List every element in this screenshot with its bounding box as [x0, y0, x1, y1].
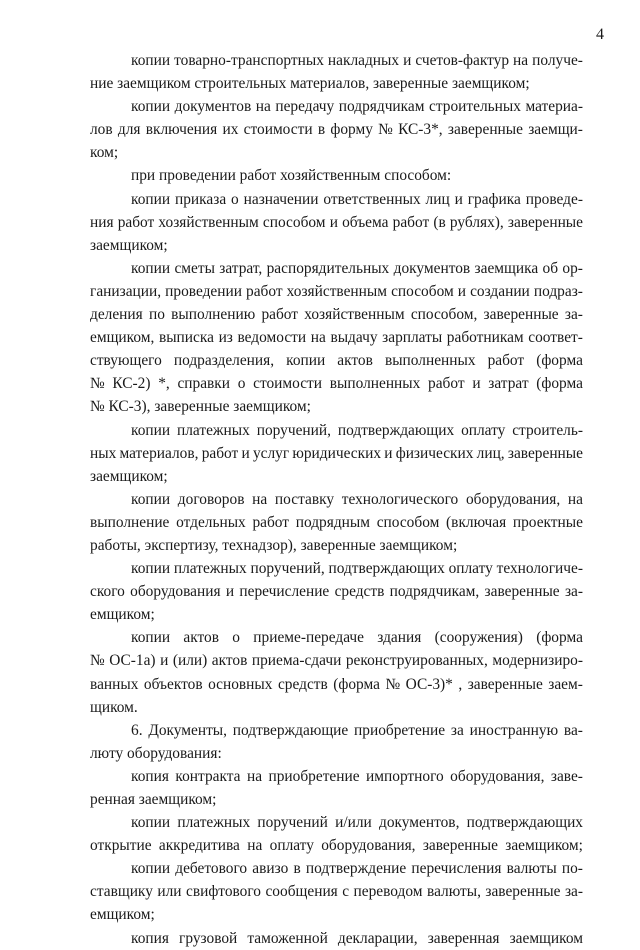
- text-line: [90, 557, 583, 580]
- word: способом: [391, 282, 454, 300]
- word: форму: [330, 121, 373, 139]
- word: подтверждающих: [466, 814, 583, 832]
- word: дебетового: [175, 860, 248, 878]
- text-line: [90, 788, 583, 811]
- word: передачу: [275, 98, 335, 116]
- word: (форма: [536, 375, 583, 393]
- word: платежных: [177, 814, 251, 832]
- word: копии: [131, 190, 171, 208]
- word: №: [378, 121, 393, 139]
- word: затрат: [488, 375, 529, 393]
- word: товарно-транспортных: [174, 52, 324, 69]
- word: (сооружения): [434, 629, 523, 647]
- word: средств: [277, 675, 328, 693]
- word: или: [157, 883, 182, 901]
- word: документов: [393, 259, 471, 277]
- word: заемщи-: [528, 121, 583, 139]
- word: технологиче-: [496, 560, 583, 578]
- text-line: [90, 765, 583, 788]
- text-line: [90, 257, 583, 280]
- word: подраз-: [533, 282, 583, 300]
- word: КС-2): [112, 375, 151, 393]
- word: работ: [487, 352, 525, 370]
- word: перечисления: [411, 860, 502, 878]
- word: подрядчикам: [338, 98, 425, 116]
- word: контракта: [175, 767, 241, 785]
- word: емщиком;: [90, 606, 155, 624]
- word: документов: [174, 98, 252, 116]
- word: ОС-1а): [109, 652, 156, 670]
- word: переводом: [353, 883, 423, 901]
- word: поручений,: [250, 560, 325, 578]
- word: работ: [428, 375, 465, 393]
- word: свифтового: [185, 883, 261, 901]
- word: заве-: [550, 767, 583, 785]
- word: оборудования,: [465, 490, 561, 508]
- word: подтверждение: [305, 860, 407, 878]
- word: в: [293, 860, 301, 878]
- word: приеме-передаче: [253, 629, 364, 647]
- text-line: [90, 603, 583, 626]
- text-line: [90, 95, 583, 118]
- word: создании: [470, 282, 530, 300]
- word: заверенные: [447, 121, 523, 139]
- word: копии: [131, 52, 171, 69]
- word: физических: [395, 444, 474, 462]
- word: заверенные: [484, 583, 560, 601]
- word: оборудования,: [321, 837, 416, 855]
- text-line: [90, 465, 583, 488]
- text-line: [90, 811, 583, 834]
- word: ответственных: [323, 190, 421, 208]
- text-line: [90, 649, 583, 672]
- text-line: [90, 880, 583, 903]
- word: открытие: [90, 837, 152, 855]
- word: (форма: [333, 675, 380, 693]
- word: средств: [334, 583, 385, 601]
- word: за: [450, 721, 464, 739]
- word: ванных: [90, 675, 139, 693]
- word: за-: [564, 583, 583, 601]
- word: затрат,: [219, 259, 263, 277]
- word: декларации,: [337, 929, 418, 947]
- word: ния: [90, 213, 114, 231]
- word: графика: [467, 190, 521, 208]
- word: копии: [131, 560, 171, 578]
- word: работ: [252, 513, 290, 531]
- word: подтверждающие: [232, 721, 349, 739]
- text-line: [90, 349, 583, 372]
- word: выдачу: [330, 329, 378, 347]
- word: о: [231, 190, 239, 208]
- word: заверенные: [507, 213, 583, 231]
- word: Документы,: [148, 721, 227, 739]
- word: (включая: [446, 513, 507, 531]
- word: заемщиком: [509, 929, 583, 947]
- word: валюты,: [427, 883, 481, 901]
- word: распорядительных: [266, 259, 390, 277]
- text-line: [90, 188, 583, 211]
- word: №: [385, 675, 401, 693]
- word: заемщиком;: [505, 837, 583, 855]
- word: и: [384, 444, 393, 462]
- word: хозяйственным: [286, 282, 387, 300]
- word: и: [160, 652, 169, 670]
- text-line: [90, 511, 583, 534]
- word: договоров: [177, 490, 245, 508]
- word: с: [342, 883, 350, 901]
- text-line: [90, 49, 583, 72]
- word: выполненных: [329, 375, 421, 393]
- word: ных: [90, 444, 117, 462]
- word: за-: [564, 306, 583, 324]
- word: таможенной: [247, 929, 328, 947]
- word: получе-: [532, 52, 583, 69]
- word: об: [542, 259, 559, 277]
- word: работ: [201, 444, 239, 462]
- word: платежных: [177, 421, 250, 439]
- word: их: [222, 121, 239, 139]
- word: сметы: [174, 259, 215, 277]
- word: модернизиро-: [492, 652, 583, 670]
- word: оплату: [461, 421, 506, 439]
- text-line: [90, 903, 583, 926]
- word: лиц,: [476, 444, 505, 462]
- word: услуг: [252, 444, 290, 462]
- text-line: [90, 234, 583, 257]
- word: грузовой: [179, 929, 238, 947]
- word: № КС-3), заверенные заемщиком;: [90, 398, 311, 416]
- word: ОС-3)*: [405, 675, 453, 693]
- word: щиком.: [90, 698, 138, 716]
- word: иностранную: [469, 721, 559, 739]
- word: подтверждающих: [337, 421, 455, 439]
- word: стоимости: [253, 375, 323, 393]
- word: заверенные: [467, 675, 543, 693]
- text-line: [90, 488, 583, 511]
- word: ганизации,: [90, 282, 162, 300]
- word: подрядчикам,: [389, 583, 480, 601]
- word: подразделения,: [173, 352, 275, 370]
- word: заемщика: [474, 259, 539, 277]
- word: ставщику: [90, 883, 153, 901]
- word: выполнению: [171, 306, 256, 324]
- word: заверенные: [422, 837, 498, 855]
- word: по: [148, 306, 165, 324]
- word: копия: [131, 929, 169, 947]
- word: копии: [131, 860, 171, 878]
- word: ского: [90, 583, 125, 601]
- word: (форма: [536, 352, 583, 370]
- word: оборудования,: [450, 767, 545, 785]
- word: копии: [131, 629, 171, 647]
- word: соответ-: [528, 329, 583, 347]
- word: копии: [131, 98, 171, 116]
- word: проведе-: [525, 190, 583, 208]
- word: поставку: [274, 490, 335, 508]
- word: справки: [177, 375, 231, 393]
- text-line: [90, 534, 583, 557]
- word: выполнение: [90, 513, 170, 531]
- word: емщиком,: [90, 329, 155, 347]
- word: для: [117, 121, 141, 139]
- word: заем-: [548, 675, 583, 693]
- page-number: 4: [596, 26, 604, 43]
- word: технологического: [341, 490, 459, 508]
- word: строительных: [429, 98, 521, 116]
- word: актов: [211, 652, 248, 670]
- word: проведении: [165, 282, 242, 300]
- text-line: [90, 673, 583, 696]
- word: материа-: [525, 98, 583, 116]
- text-line: [90, 696, 583, 719]
- word: и: [225, 583, 235, 601]
- word: в: [317, 121, 326, 139]
- word: и: [472, 375, 481, 393]
- word: хозяйственным: [158, 213, 259, 231]
- word: на: [513, 52, 529, 69]
- word: оплату: [448, 560, 493, 578]
- word: копии: [286, 352, 326, 370]
- word: копии: [131, 490, 171, 508]
- word: импортного: [366, 767, 444, 785]
- word: заверенные: [507, 444, 583, 462]
- word: документов,: [379, 814, 460, 832]
- text-line: [90, 372, 583, 395]
- word: поручений,: [256, 421, 331, 439]
- word: выполненных: [384, 352, 476, 370]
- word: на: [246, 767, 263, 785]
- word: деления: [90, 306, 143, 324]
- word: сообщения: [265, 883, 338, 901]
- word: ор-: [562, 259, 583, 277]
- word: копии: [131, 421, 171, 439]
- word: накладных: [327, 52, 400, 69]
- word: приобретение: [268, 767, 360, 785]
- word: приобретение: [354, 721, 446, 739]
- word: при проведении работ хозяйственным способом:: [131, 167, 452, 185]
- word: ,: [458, 675, 463, 693]
- word: назначении: [243, 190, 319, 208]
- word: и: [403, 52, 412, 69]
- text-line: [90, 834, 583, 857]
- word: заемщиком;: [90, 236, 168, 254]
- word: оплату: [269, 837, 314, 855]
- word: способом,: [410, 306, 478, 324]
- word: (форма: [536, 629, 583, 647]
- word: емщиком;: [90, 906, 155, 924]
- word: платежных: [173, 560, 247, 578]
- word: стоимости: [243, 121, 313, 139]
- word: по-: [561, 860, 583, 878]
- text-line: [90, 719, 583, 742]
- word: включения: [145, 121, 218, 139]
- text-line: [90, 141, 583, 164]
- word: материалов,: [119, 444, 199, 462]
- word: актов: [183, 629, 219, 647]
- word: на: [252, 490, 268, 508]
- word: *,: [158, 375, 170, 393]
- word: о: [232, 629, 240, 647]
- word: ведомости: [237, 329, 307, 347]
- word: ком;: [90, 144, 119, 162]
- word: №: [90, 652, 105, 670]
- word: работ: [261, 306, 299, 324]
- word: счетов-фактур: [415, 52, 510, 69]
- word: копии: [131, 259, 171, 277]
- word: заверенные: [485, 883, 561, 901]
- word: авизо: [252, 860, 289, 878]
- word: на: [567, 490, 583, 508]
- word: проектные: [512, 513, 583, 531]
- text-line: [90, 742, 583, 765]
- word: (в: [433, 213, 446, 231]
- word: приказа: [175, 190, 227, 208]
- word: копии: [131, 814, 171, 832]
- word: реконструированных,: [345, 652, 488, 670]
- text-line: [90, 419, 583, 442]
- word: строитель-: [512, 421, 583, 439]
- word: объема: [342, 213, 389, 231]
- text-line: [90, 857, 583, 880]
- word: лиц: [425, 190, 450, 208]
- word: подтверждающих: [328, 560, 445, 578]
- text-line: [90, 118, 583, 141]
- word: аккредитива: [158, 837, 240, 855]
- word: рублях),: [449, 213, 504, 231]
- word: валюты: [506, 860, 557, 878]
- word: КС-3*,: [398, 121, 443, 139]
- word: заемщиком;: [90, 467, 168, 485]
- text-line: [90, 280, 583, 303]
- text-line: [90, 927, 583, 950]
- word: основных: [208, 675, 273, 693]
- word: на: [310, 329, 326, 347]
- word: работникам: [446, 329, 524, 347]
- word: способом: [376, 513, 440, 531]
- word: копия: [131, 767, 169, 785]
- word: хозяйственным: [304, 306, 405, 324]
- word: на: [255, 98, 271, 116]
- word: ренная заемщиком;: [90, 791, 217, 808]
- word: за-: [564, 883, 583, 901]
- text-line: [90, 395, 583, 418]
- word: ствующего: [90, 352, 162, 370]
- word: работ: [246, 282, 283, 300]
- text-line: [90, 326, 583, 349]
- word: перечисление: [239, 583, 330, 601]
- word: объектов: [143, 675, 203, 693]
- word: и: [241, 444, 250, 462]
- text-line: [90, 303, 583, 326]
- word: работ: [392, 213, 430, 231]
- word: выписка: [158, 329, 214, 347]
- word: и: [454, 190, 463, 208]
- text-line: [90, 211, 583, 234]
- word: актов: [337, 352, 373, 370]
- word: о: [237, 375, 246, 393]
- text-line: [90, 72, 583, 95]
- word: юридических: [292, 444, 382, 462]
- text-line: [90, 626, 583, 649]
- word: №: [90, 375, 105, 393]
- word: заверенная: [427, 929, 500, 947]
- word: здания: [377, 629, 422, 647]
- word: 6.: [131, 721, 143, 739]
- word: (или): [172, 652, 208, 670]
- word: и: [457, 282, 467, 300]
- word: оборудования: [130, 583, 221, 601]
- text-line: [90, 580, 583, 603]
- word: способом: [262, 213, 326, 231]
- word: люту оборудования:: [90, 744, 222, 762]
- word: работы, экспертизу, технадзор), заверенные заемщиком;: [90, 536, 458, 554]
- word: приема-сдачи: [251, 652, 342, 670]
- word: отдельных: [176, 513, 246, 531]
- word: лов: [90, 121, 113, 139]
- word: и/или: [335, 814, 372, 832]
- word: ва-: [563, 721, 583, 739]
- word: зарплаты: [382, 329, 443, 347]
- word: заверенные: [483, 306, 559, 324]
- word: поручений: [257, 814, 328, 832]
- text-line: [90, 442, 583, 465]
- document-body: [90, 49, 583, 950]
- word: подрядным: [295, 513, 370, 531]
- word: работ: [117, 213, 155, 231]
- word: ние заемщиком строительных материалов, заверенные заемщиком;: [90, 75, 530, 93]
- word: и: [329, 213, 338, 231]
- word: из: [218, 329, 233, 347]
- word: на: [247, 837, 263, 855]
- text-line: [90, 164, 583, 187]
